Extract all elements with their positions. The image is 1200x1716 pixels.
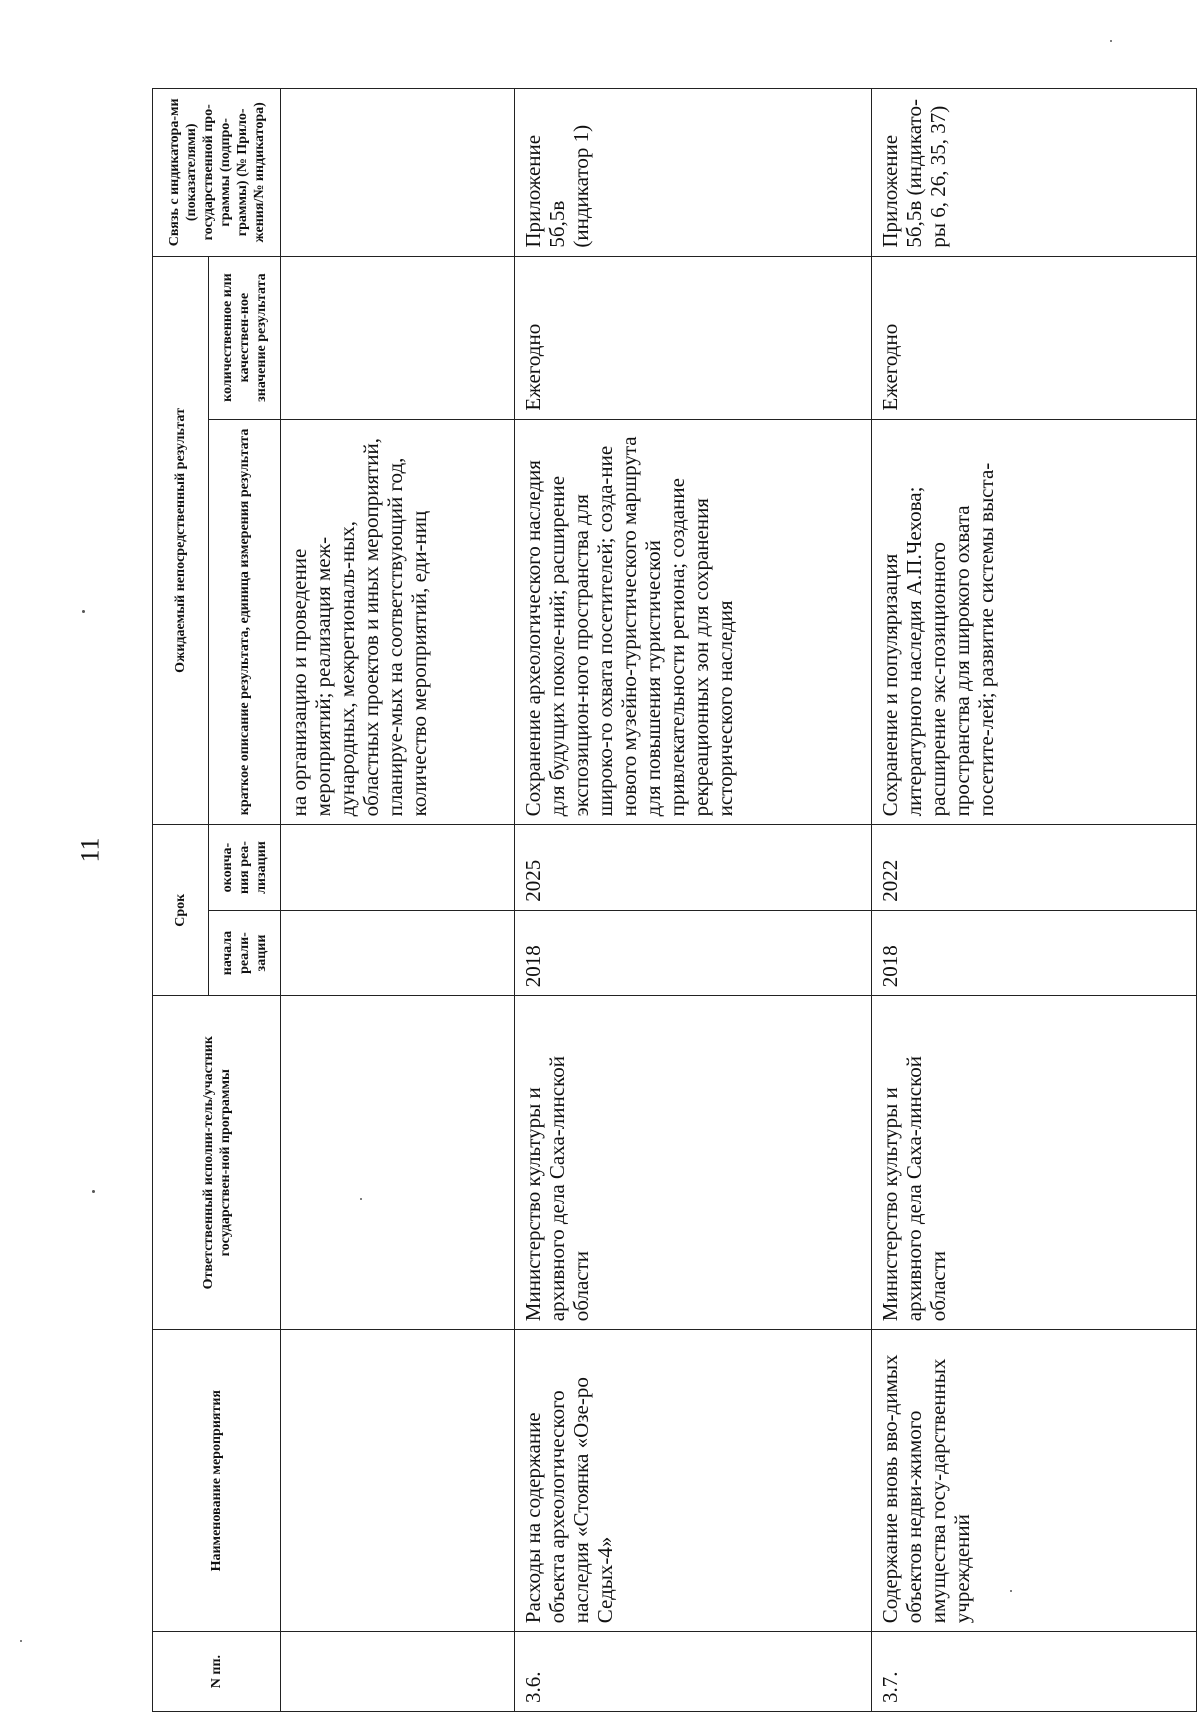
cell-end: 2025 [514,825,872,910]
table-row [872,89,1197,1712]
table-row [281,89,515,1712]
cell-executor: Министерство культуры и архивного дела Саха-линской области [872,996,1197,1330]
cell-name: Расходы на содержание объекта археологического наследия «Стоянка «Озе-ро Седых-4» [514,1330,872,1632]
cell-desc: Сохранение археологического наследия для будущих поколе-ний; расширение экспозицион-ного пространства для широко-го охвата посетителей; созда-ние нового музейно-туристического маршрута для повышения туристической привлекательности региона; создание рекреационных зон для сохранения исторического наследия [514,419,872,825]
cell-link: Приложение 5б,5в (индикато-ры 6, 26, 35, 37) [872,89,1197,257]
header-result: Ожидаемый непосредственный результат [153,256,209,825]
rotated-table-wrapper [152,88,1197,1712]
scan-speck [20,1640,22,1642]
cell-value: Ежегодно [872,256,1197,419]
cell-desc: на организацию и проведение мероприятий; реализация меж-дународных, межрегиональ-ных, областных проектов и иных мероприятий, планируе-мых на соответствующий год, количество мероприятий, еди-ниц [281,419,515,825]
cell-name: Содержание вновь вво-димых объектов недви-жимого имущества госу-дарственных учреждений [872,1330,1197,1632]
page-number: 11 [75,837,105,863]
cell-end: 2022 [872,825,1197,910]
cell-executor: Министерство культуры и архивного дела Саха-линской области [514,996,872,1330]
cell-link: Приложение 5б,5в (индикатор 1) [514,89,872,257]
header-executor: Ответственный исполни-тель/участник государствен-ной программы [153,996,281,1330]
cell-num: 3.6. [514,1632,872,1712]
header-term-end: оконча-ния реа-лизации [209,825,281,910]
header-num: N пп. [153,1632,281,1712]
cell-start: 2018 [514,910,872,995]
header-result-desc: краткое описание результата, единица измерения результата [209,419,281,825]
cell-value: Ежегодно [514,256,872,419]
cell-end [281,825,515,910]
scan-speck [92,1190,95,1193]
header-term: Срок [153,825,209,996]
activities-table [152,88,1197,1712]
header-result-value: количественное или качествен-ное значение результата [209,256,281,419]
table-frame [152,88,1197,1712]
cell-start: 2018 [872,910,1197,995]
cell-executor [281,996,515,1330]
header-link: Связь с индикатора-ми (показателями) государственной про-граммы (подпро-граммы) (№ Прило-жения/№ индикатора) [153,89,281,257]
cell-start [281,910,515,995]
cell-name [281,1330,515,1632]
cell-num: 3.7. [872,1632,1197,1712]
cell-link [281,89,515,257]
header-term-start: начала реали-зации [209,910,281,995]
scan-speck [1110,40,1112,42]
cell-value [281,256,515,419]
cell-num [281,1632,515,1712]
table-row [514,89,872,1712]
cell-desc: Сохранение и популяризация литературного наследия А.П.Чехова; расширение экс-позиционного пространства для широкого охвата посетите-лей; развитие системы выста- [872,419,1197,825]
scan-speck [82,610,85,613]
header-name: Наименование мероприятия [153,1330,281,1632]
